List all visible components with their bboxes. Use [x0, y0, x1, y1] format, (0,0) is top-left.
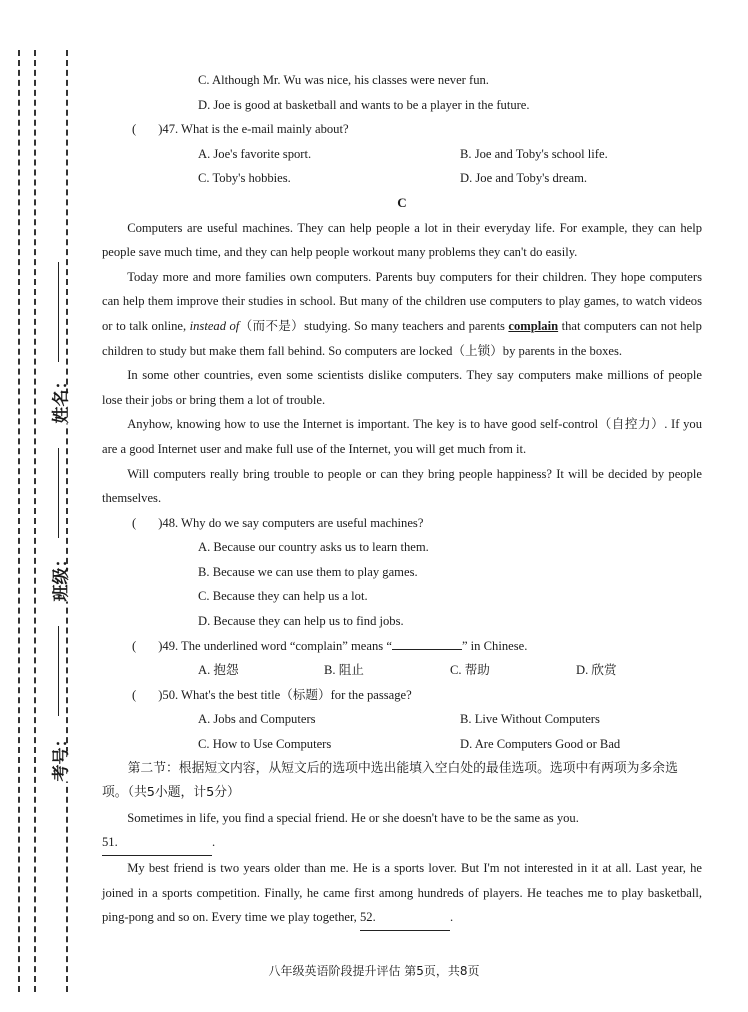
- q50-option-c: C. How to Use Computers: [198, 737, 332, 752]
- section-c-heading: C: [397, 194, 407, 210]
- exam-no-label: 考号：: [47, 752, 72, 782]
- p2-text-b: （而不是）studying. So many teachers and parents: [239, 318, 509, 333]
- q50-option-a: A. Jobs and Computers: [198, 712, 316, 727]
- q49-answer-blank[interactable]: [392, 637, 462, 650]
- instead-of-phrase: instead of: [189, 318, 240, 333]
- margin-dash-line: [66, 50, 68, 992]
- section2-paragraph-1: Sometimes in life, you find a special friend. He or she doesn't have to be the same as you.: [127, 810, 579, 825]
- q47-option-c: C. Toby's hobbies.: [198, 171, 291, 186]
- blank-51[interactable]: 51.: [102, 830, 212, 856]
- q47-options-row1: [102, 142, 702, 167]
- q48-option-b: B. Because we can use them to play games.: [198, 564, 418, 579]
- q46-option-d: D. Joe is good at basketball and wants to be a player in the future.: [198, 97, 530, 112]
- binding-margin: [0, 0, 96, 1012]
- passage-paragraph-3: In some other countries, even some scientists dislike computers. They say computers make millions of people lose their jobs or bring them a lot of trouble.: [102, 368, 702, 407]
- q47-stem-text: )47. What is the e-mail mainly about?: [158, 122, 349, 137]
- class-label: 班级：: [47, 572, 72, 602]
- blank-52[interactable]: 52.: [360, 905, 450, 931]
- q49-stem-text-a: )49. The underlined word “complain” means “: [158, 638, 392, 653]
- q50-option-d: D. Are Computers Good or Bad: [460, 737, 621, 752]
- q49-stem: [102, 634, 702, 659]
- section2-instruction: 第二节：根据短文内容，从短文后的选项中选出能填入空白处的最佳选项。选项中有两项为多余选项。（共5小题，计5分）: [102, 760, 678, 801]
- q47-stem: [102, 117, 702, 142]
- exam-no-underline: [58, 626, 59, 716]
- page-content: [102, 68, 702, 931]
- q48-stem-text: )48. Why do we say computers are useful machines?: [158, 515, 424, 530]
- q50-stem-text: )50. What's the best title（标题）for the passage?: [158, 687, 412, 702]
- q47-option-b: B. Joe and Toby's school life.: [460, 146, 608, 161]
- q47-option-a: A. Joe's favorite sport.: [198, 146, 312, 161]
- q48-option-d: D. Because they can help us to find jobs.: [198, 614, 404, 629]
- q49-option-d: D. 欣赏: [576, 663, 617, 678]
- q50-option-b: B. Live Without Computers: [460, 712, 600, 727]
- passage-paragraph-1: Computers are useful machines. They can help people a lot in their everyday life. For example, they can help people save much time, and they can help people workout many problems they can't do easily.: [102, 220, 702, 260]
- q47-option-d: D. Joe and Toby's dream.: [460, 171, 588, 186]
- q47-options-row2: [102, 166, 702, 191]
- margin-dash-line: [18, 50, 20, 992]
- q48-stem: [102, 511, 702, 536]
- p2-text-c: that computers can not help children to study but make them fall behind. So computers are locked（上锁）by parents in the boxes.: [102, 318, 702, 358]
- answer-bracket[interactable]: (: [132, 687, 137, 702]
- answer-bracket[interactable]: (: [132, 638, 137, 653]
- passage-paragraph-2: [102, 265, 702, 363]
- q50-stem: [102, 683, 702, 708]
- q50-options-row1: [102, 707, 702, 732]
- page-footer: 八年级英语阶段提升评估 第5页，共8页: [268, 964, 480, 978]
- section2-paragraph-2: My best friend is two years older than me. He is a sports lover. But I'm not interested in it at all. Last year, he joined in a sports competition. Finally, he came first among hundreds of players. He teaches me to play basketball, ping-pong and so on. Every time we play together, 52. .: [102, 856, 702, 931]
- underlined-word-complain: complain: [508, 318, 559, 333]
- passage-paragraph-5: Will computers really bring trouble to people or can they bring people happiness? It will be decided by people themselves.: [102, 466, 702, 506]
- name-underline: [58, 262, 59, 362]
- answer-bracket[interactable]: (: [132, 122, 137, 137]
- section2-p2-text: My best friend is two years older than me. He is a sports lover. But I'm not interested in it at all. Last year, he joined in a sports competition. Finally, he came first among hundreds of players. He teaches me to play basketball, ping-pong and so on. Every time we play together,: [102, 861, 702, 925]
- margin-dash-line: [34, 50, 36, 992]
- answer-bracket[interactable]: (: [132, 515, 137, 530]
- name-label: 姓名：: [47, 394, 72, 424]
- q49-option-c: C. 帮助: [450, 663, 490, 678]
- q49-stem-text-b: ” in Chinese.: [461, 638, 528, 653]
- q48-option-c: C. Because they can help us a lot.: [198, 589, 368, 604]
- q49-option-a: A. 抱怨: [198, 663, 239, 678]
- q49-options: [102, 658, 702, 683]
- p2-text-a: Today more and more families own computers. Parents buy computers for their children. They hope computers can help them improve their studies in school. But many of the children use computers to play games, to watch videos or to talk online,: [102, 269, 702, 333]
- class-underline: [58, 448, 59, 538]
- q50-options-row2: [102, 732, 702, 757]
- blank-51-line: 51. .: [102, 830, 702, 856]
- q46-option-c: C. Although Mr. Wu was nice, his classes were never fun.: [198, 73, 489, 87]
- q48-option-a: A. Because our country asks us to learn them.: [198, 540, 429, 555]
- passage-paragraph-4: Anyhow, knowing how to use the Internet is important. The key is to have good self-control（自控力）. If you are a good Internet user and make full use of the Internet, you will get much from it.: [102, 417, 702, 456]
- q49-option-b: B. 阻止: [324, 663, 364, 678]
